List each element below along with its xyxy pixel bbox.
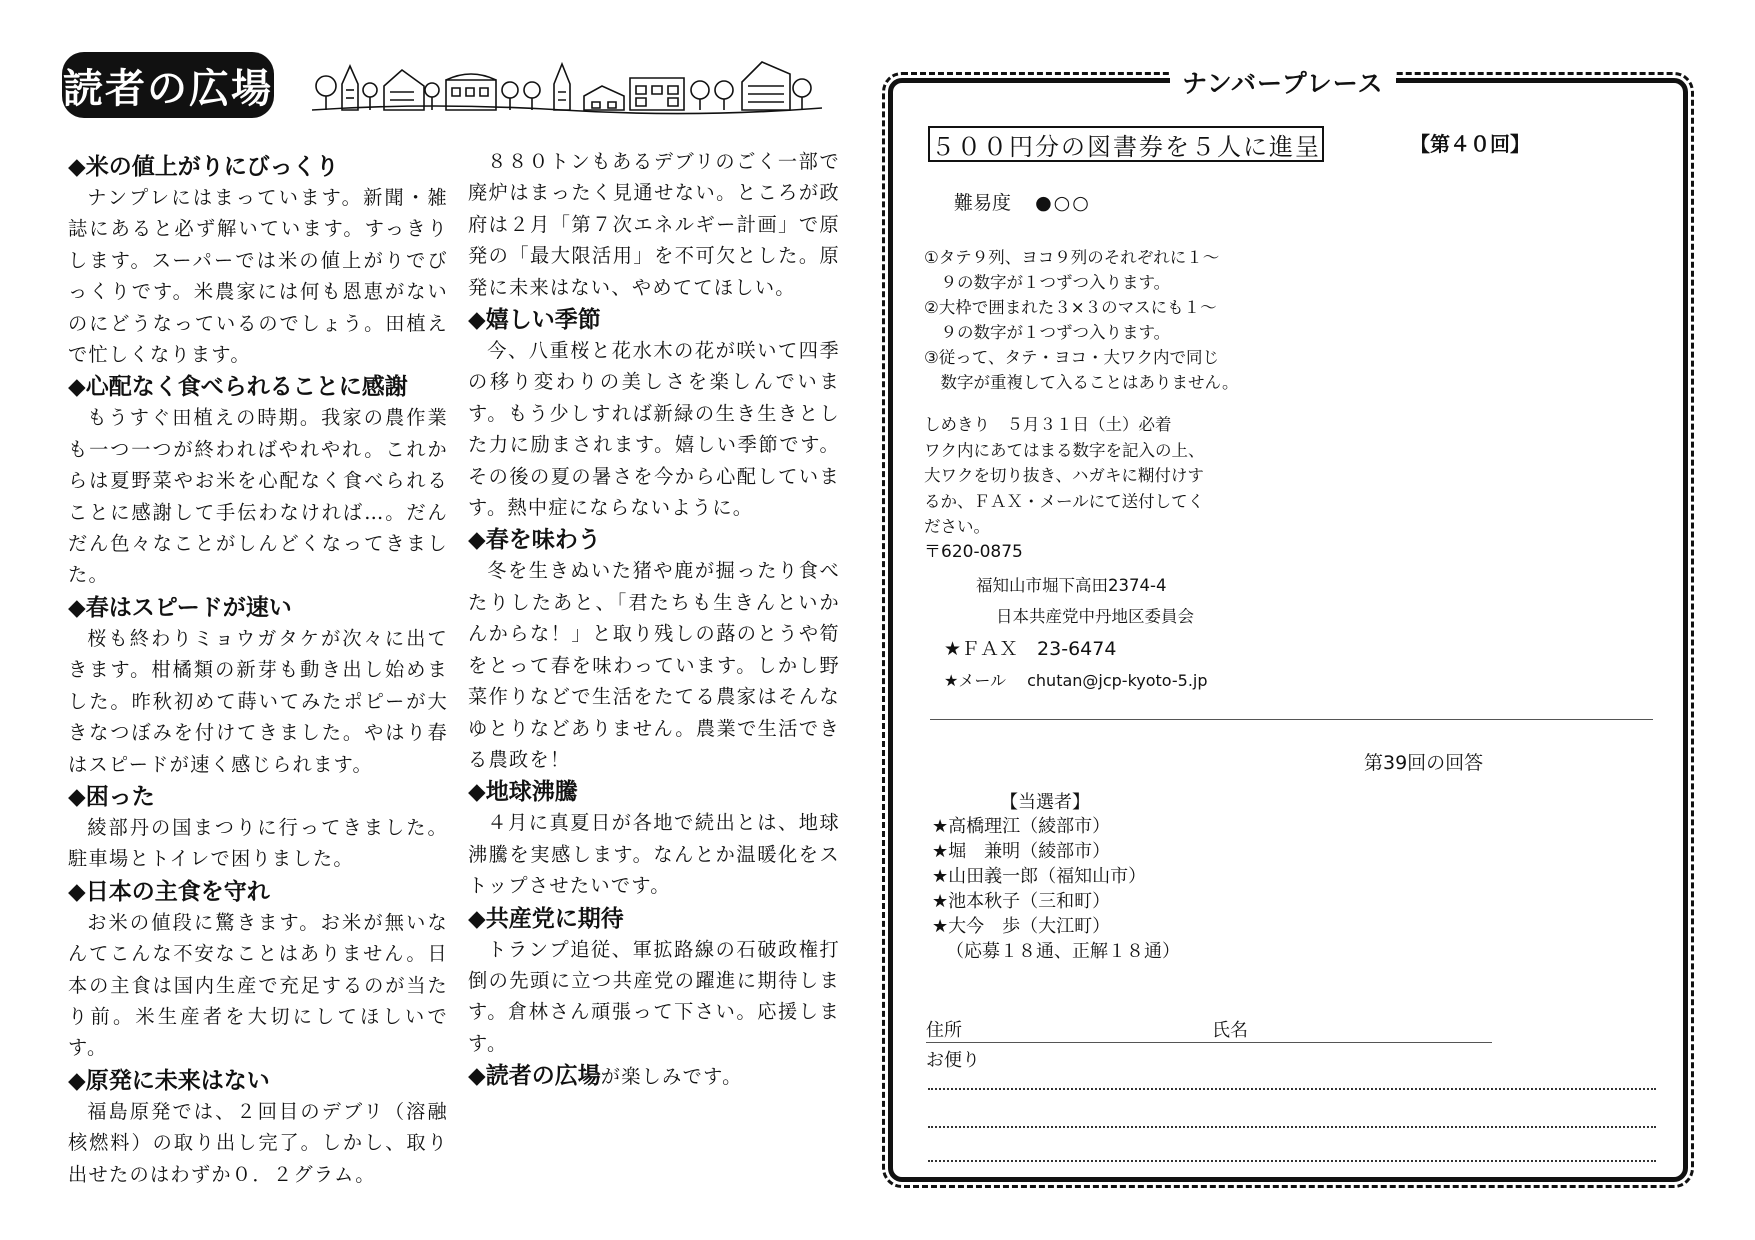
answer-title: 第39回の回答 (1364, 752, 1484, 774)
winners-label: 【当選者】 (1000, 792, 1090, 813)
letter-body: 綾部丹の国まつりに行ってきました。駐車場とトイレで困りました。 (68, 815, 448, 871)
letter-body: ナンプレにはまっています。新聞・雑誌にあると必ず解いています。すっきりします。スーパーでは米の値上がりでびっくりです。米農家には何も恩恵がないのにどうなっているのでしょう。田植えで忙しくなります。 (68, 186, 448, 367)
entry-stats: （応募１８通、正解１８通） (946, 941, 1180, 962)
rule-line: ９の数字が１つずつ入ります。 (924, 323, 1171, 342)
letter-heading: ◆原発に未来はない (68, 1067, 270, 1094)
instruction-line: 大ワクを切り抜き、ハガキに糊付けす (924, 466, 1204, 485)
winner-item: ★山田義一郎（福知山市） (932, 866, 1147, 887)
address-name-line[interactable] (926, 1042, 1492, 1043)
reader-letter (68, 782, 448, 875)
letter-body: もうすぐ田植えの時期。我家の農作業も一つ一つが終わればやれやれ。これからは夏野菜やお米を心配なく食べられることに感謝して手伝わなければ…。だんだん色々なことがしんどくなってきました。 (68, 406, 448, 587)
letter-continuation: ８８０トンもあるデブリのごく一部で廃炉はまったく見通せない。ところが政府は２月「第７次エネルギー計画」で原発の「最大限活用」を不可欠とした。原発に未来はない、やめててほしい。 (468, 150, 840, 299)
postal-code: 〒620-0875 (924, 541, 1023, 562)
difficulty-rating-icon: ●○○ (1035, 192, 1091, 214)
number-place-title: ナンバープレース (1170, 64, 1396, 100)
rule-line: ９の数字が１つずつ入ります。 (924, 273, 1171, 292)
winner-item: ★堀 兼明（綾部市） (932, 841, 1111, 862)
message-field-label: お便り (926, 1050, 980, 1071)
reader-letter (68, 372, 448, 590)
divider (930, 719, 1653, 720)
rule-line: 数字が重複して入ることはありません。 (924, 373, 1239, 392)
winners-list (932, 814, 1180, 964)
rule-line: ③従って、タテ・ヨコ・大ワク内で同じ (924, 348, 1219, 367)
letter-heading: ◆日本の主食を守れ (68, 878, 270, 905)
winner-item: ★池本秋子（三和町） (932, 891, 1111, 912)
reader-letter (468, 305, 840, 523)
fax: ★ＦＡＸ 23-6474 (944, 638, 1117, 660)
letter-heading: ◆読者の広場 (468, 1063, 601, 1090)
difficulty-label: 難易度 (954, 192, 1012, 214)
instruction-line: ださい。 (924, 517, 990, 536)
letter-body: 冬を生きぬいた猪や鹿が掘ったり食べたりしたあと、「君たちも生きんといかんからな！」と取り残しの蕗のとうや筍をとって春を味わっています。しかし野菜作りなどで生活をたてる農家はそんなゆとりなどありません。農業で生活できる農政を！ (468, 559, 840, 771)
letter-heading: ◆春を味わう (468, 527, 601, 554)
instruction-line: るか、ＦＡＸ・メールにて送付してく (924, 491, 1205, 511)
letter-heading: ◆春はスピードが速い (68, 594, 292, 621)
instruction-line: ワク内にあてはまる数字を記入の上、 (924, 440, 1205, 460)
prize-box: ５００円分の図書券を５人に進呈 (928, 126, 1324, 162)
round-label: 【第４０回】 (1410, 132, 1530, 156)
address: 福知山市堀下高田2374-4 (976, 576, 1167, 595)
winner-item: ★高橋理江（綾部市） (932, 816, 1111, 837)
winner-item: ★大今 歩（大江町） (932, 916, 1111, 937)
town-illustration-icon (312, 56, 822, 116)
message-line[interactable] (928, 1126, 1656, 1128)
reader-letter (468, 904, 840, 1060)
organization: 日本共産党中丹地区委員会 (996, 607, 1194, 626)
page-title: 読者の広場 (62, 52, 274, 118)
letter-body: が楽しみです。 (600, 1065, 743, 1089)
message-line[interactable] (928, 1088, 1656, 1090)
letter-body: トランプ追従、軍拡路線の石破政権打倒の先頭に立つ共産党の躍進に期待します。倉林さん頑張って下さい。応援します。 (468, 937, 840, 1055)
letter-heading: ◆嬉しい季節 (468, 307, 601, 334)
name-field-label: 氏名 (1212, 1020, 1248, 1041)
rule-line: ①タテ９列、ヨコ９列のそれぞれに１～ (924, 248, 1220, 267)
letter-body: ４月に真夏日が各地で続出とは、地球沸騰を実感します。なんとか温暖化をストップさせたいです。 (468, 811, 840, 898)
reader-letter-last (468, 1061, 840, 1091)
letter-body: お米の値段に驚きます。お米が無いなんてこんな不安なことはありません。日本の主食は国内生産で充足するのが当たり前。米生産者を大切にしてほしいです。 (68, 910, 448, 1060)
letter-body: 福島原発では、２回目のデブリ（溶融核燃料）の取り出し完了。しかし、取り出せたのはわずか０．２グラム。 (68, 1099, 448, 1186)
letter-heading: ◆米の値上がりにびっくり (68, 154, 339, 180)
letter-heading: ◆地球沸騰 (468, 779, 578, 806)
letter-heading: ◆心配なく食べられることに感謝 (68, 374, 408, 401)
reader-letter (68, 877, 448, 1064)
deadline: しめきり ５月３１日（土）必着 (924, 415, 1172, 434)
letter-heading: ◆共産党に期待 (468, 905, 624, 932)
reader-letter (68, 593, 448, 780)
letter-body: 今、八重桜と花水木の花が咲いて四季の移り変わりの美しさを楽しんでいます。もう少しすれば新緑の生き生きとした力に励まされます。嬉しい季節です。その後の夏の暑さを今から心配しています。熱中症にならないように。 (468, 339, 840, 520)
letter-body: 桜も終わりミョウガタケが次々に出てきます。柑橘類の新芽も動き出し始めました。昨秋初めて蒔いてみたポピーが大きなつぼみを付けてきました。やはり春はスピードが速く感じられます。 (68, 626, 448, 776)
reader-letter (468, 777, 840, 901)
rules (924, 245, 1239, 395)
reader-column-1 (68, 150, 448, 1190)
message-line[interactable] (928, 1160, 1656, 1162)
reader-letter (468, 525, 840, 775)
reader-letter (68, 152, 448, 370)
difficulty (954, 188, 1091, 215)
address-field-label: 住所 (926, 1020, 962, 1041)
submission-info (924, 412, 1205, 565)
letter-heading: ◆困った (68, 783, 155, 810)
number-place-frame (888, 78, 1688, 1182)
email: ★メール chutan@jcp-kyoto-5.jp (944, 671, 1208, 690)
reader-column-2 (468, 150, 840, 1091)
rule-line: ②大枠で囲まれた３×３のマスにも１～ (924, 298, 1217, 317)
reader-letter (68, 1066, 448, 1190)
